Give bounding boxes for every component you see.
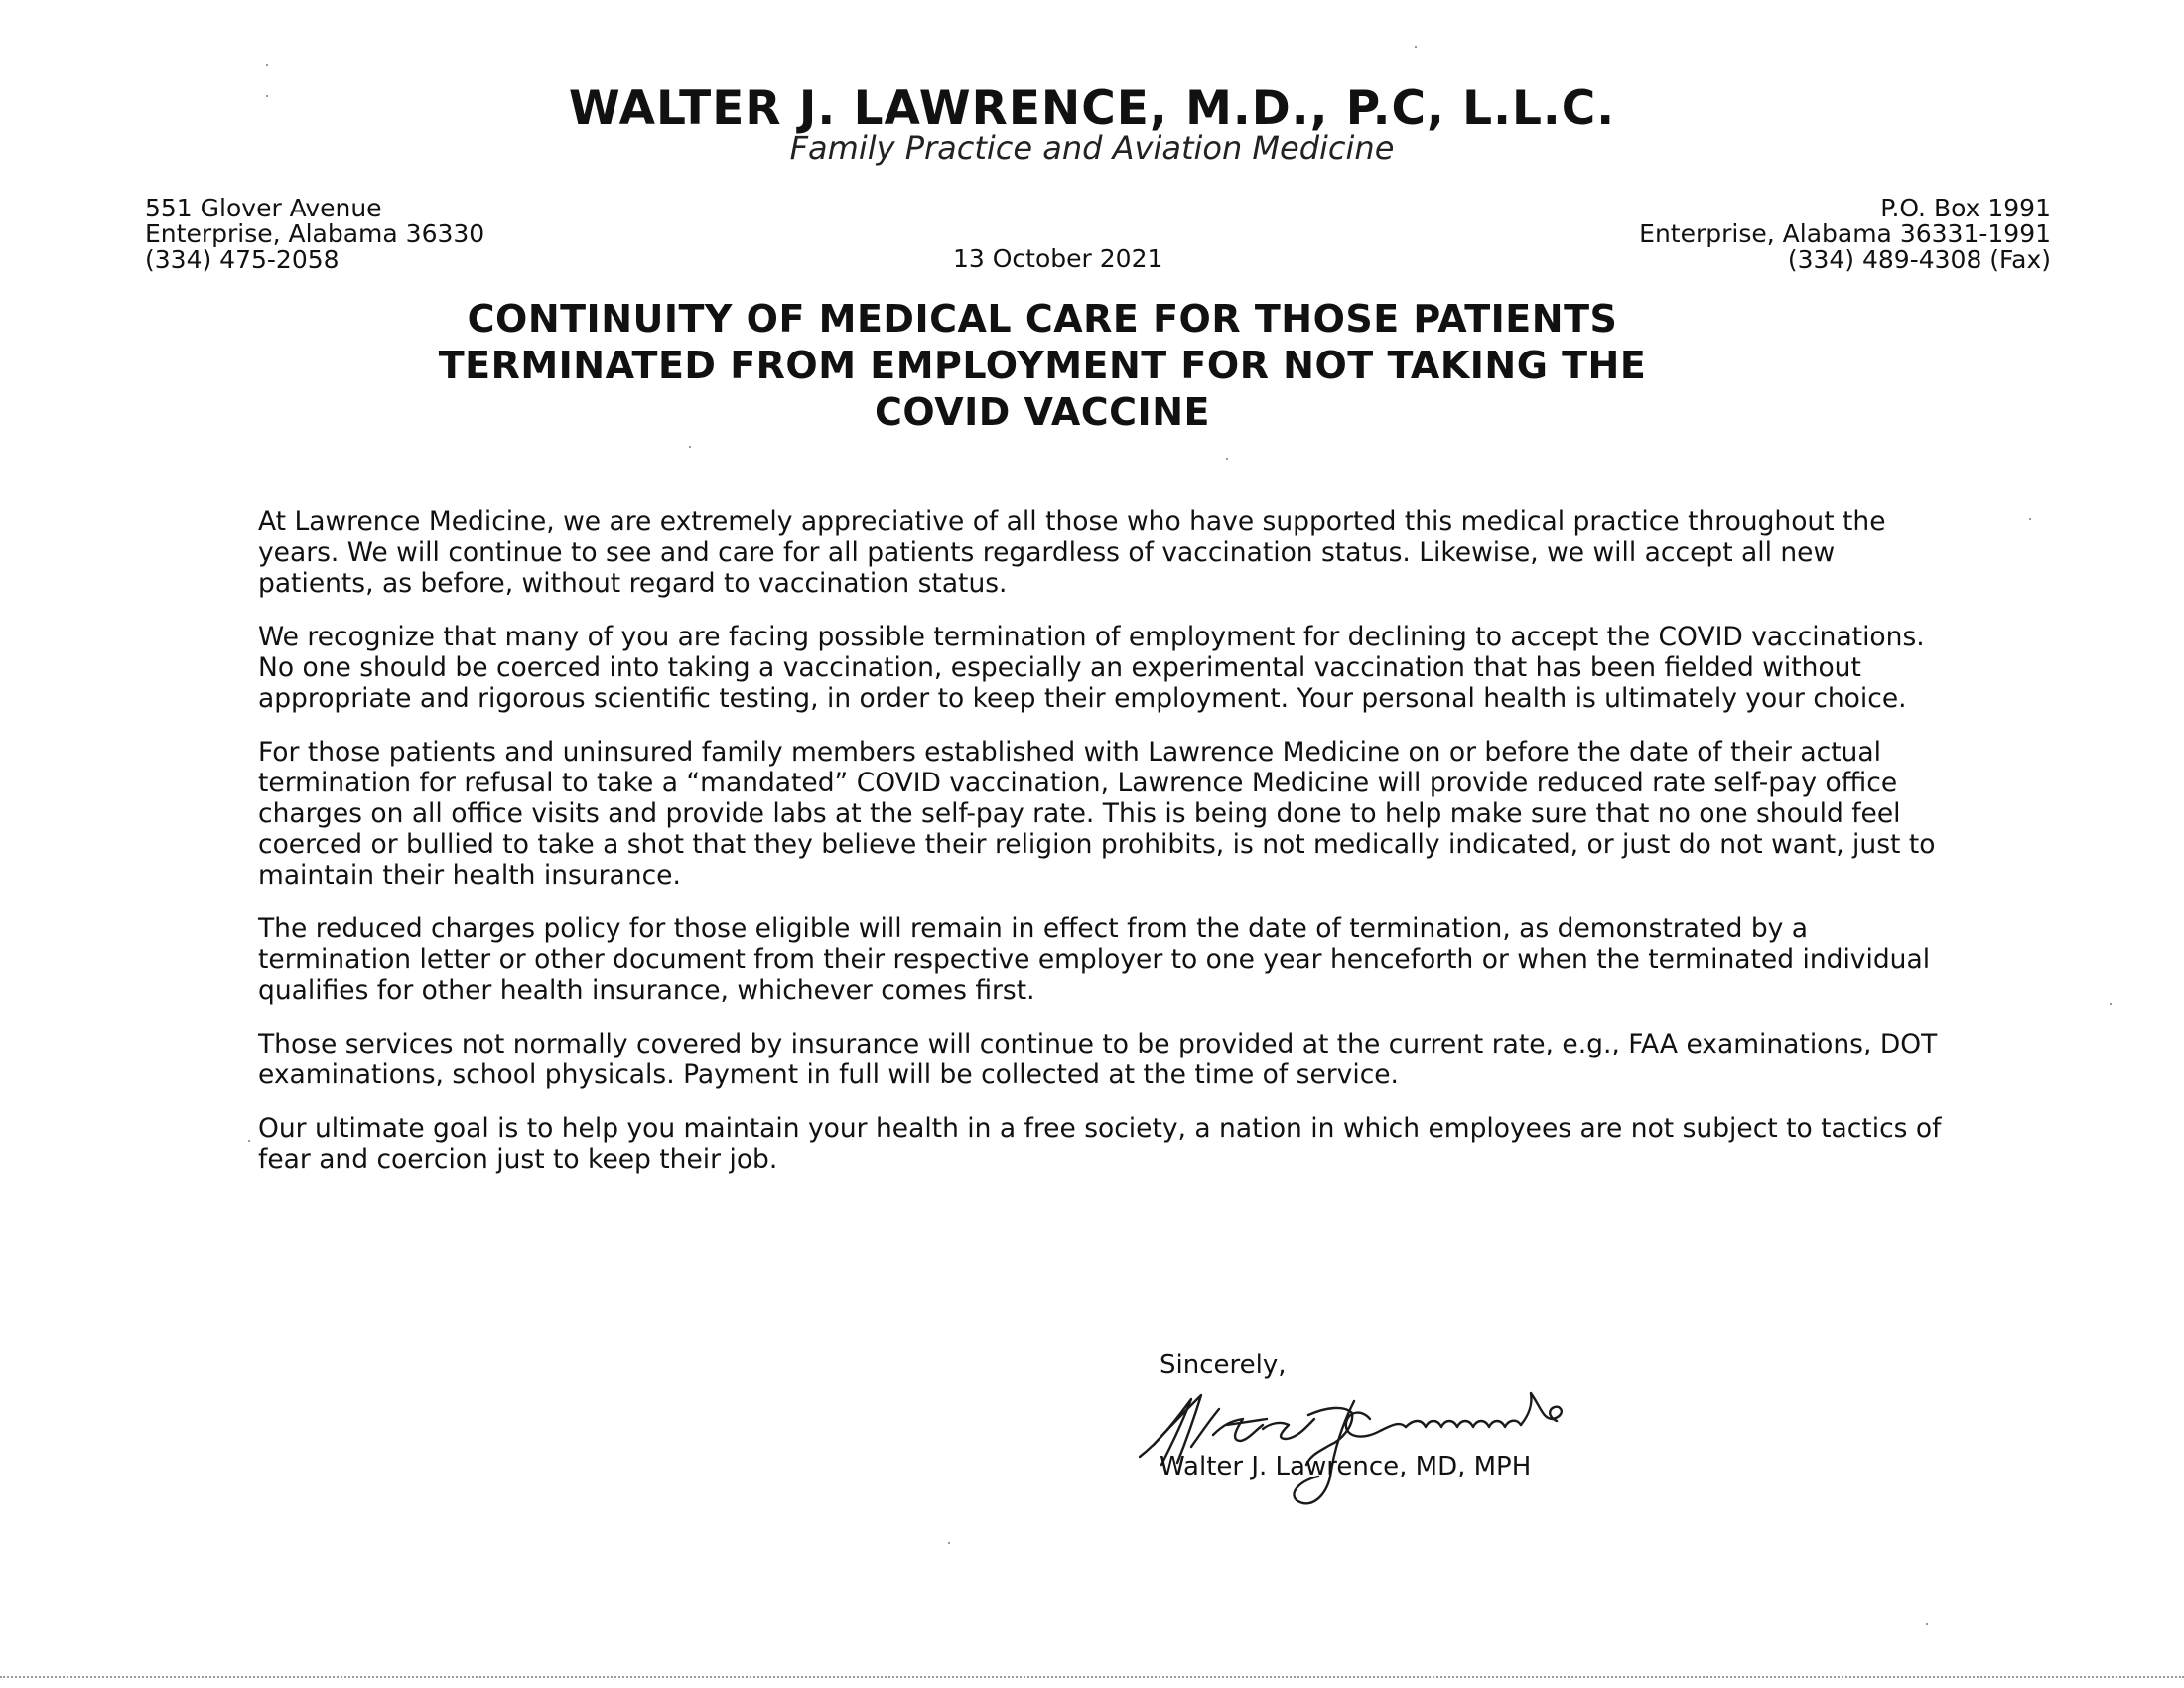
body-paragraph: At Lawrence Medicine, we are extremely appreciative of all those who have supported this medical practice throughout the years. We will continue to see and care for all patients regardless of vaccination status. Likewise, we will accept all new patients, as before, without regard to vaccination status. [258,506,1886,599]
scan-speck [2110,1003,2112,1005]
scan-artifact-line [0,1676,2184,1678]
address-right-fax: (334) 489-4308 (Fax) [1787,245,2051,274]
signer-name: Walter J. Lawrence, MD, MPH [1160,1452,1532,1481]
letter-date: 13 October 2021 [953,244,1163,273]
scan-speck [248,1140,250,1142]
document-title-line: CONTINUITY OF MEDICAL CARE FOR THOSE PATIENTS [467,297,1618,341]
address-left [145,196,484,273]
scan-speck [1226,458,1228,460]
body-paragraph: Our ultimate goal is to help you maintain your health in a free society, a nation in which employees are not subject to tactics of fear and coercion just to keep their job. [258,1113,1942,1175]
address-left-phone: (334) 475-2058 [145,245,340,274]
letter-body [258,506,1946,1197]
closing-salutation: Sincerely, [1160,1350,1287,1380]
scan-speck [948,1542,950,1544]
document-title [248,296,1837,436]
address-right [1639,196,2051,273]
address-right-pobox: P.O. Box 1991 [1880,194,2051,222]
scan-speck [2029,518,2031,520]
body-paragraph: We recognize that many of you are facing possible termination of employment for declining to accept the COVID vaccinations. No one should be coerced into taking a vaccination, especially an experimental vaccination that has been fielded without appropriate and rigorous scientific testing, in order to keep their employment. Your personal health is ultimately your choice. [258,622,1925,714]
scan-speck [1926,1623,1928,1625]
address-left-street: 551 Glover Avenue [145,194,382,222]
body-paragraph: For those patients and uninsured family members established with Lawrence Medicine on or before the date of their actual termination for refusal to take a “mandated” COVID vaccination, Lawrence Medicine will provide reduced rate self-pay office charges on all office visits and provide labs at the self-pay rate. This is being done to help make sure that no one should feel coerced or bullied to take a shot that they believe their religion prohibits, is not medically indicated, or just do not want, just to maintain their health insurance. [258,737,1936,891]
scan-speck [689,446,691,448]
address-left-city: Enterprise, Alabama 36330 [145,219,485,248]
document-title-line: TERMINATED FROM EMPLOYMENT FOR NOT TAKING THE [438,344,1647,387]
scan-speck [266,64,268,66]
address-right-city: Enterprise, Alabama 36331-1991 [1639,219,2051,248]
body-paragraph: The reduced charges policy for those eligible will remain in effect from the date of termination, as demonstrated by a termination letter or other document from their respective employer to one year henceforth or when the terminated individual qualifies for other health insurance, whichever comes first. [258,914,1931,1006]
scan-speck [266,95,268,97]
scan-speck [1415,46,1417,48]
document-title-line: COVID VACCINE [875,390,1210,434]
handwritten-signature [1132,1385,1648,1514]
letterhead-subtitle: Family Practice and Aviation Medicine [789,129,1395,167]
letterhead-name: WALTER J. LAWRENCE, M.D., P.C, L.L.C. [568,81,1616,136]
body-paragraph: Those services not normally covered by insurance will continue to be provided at the current rate, e.g., FAA examinations, DOT examinations, school physicals. Payment in full will be collected at the time of service. [258,1029,1938,1090]
